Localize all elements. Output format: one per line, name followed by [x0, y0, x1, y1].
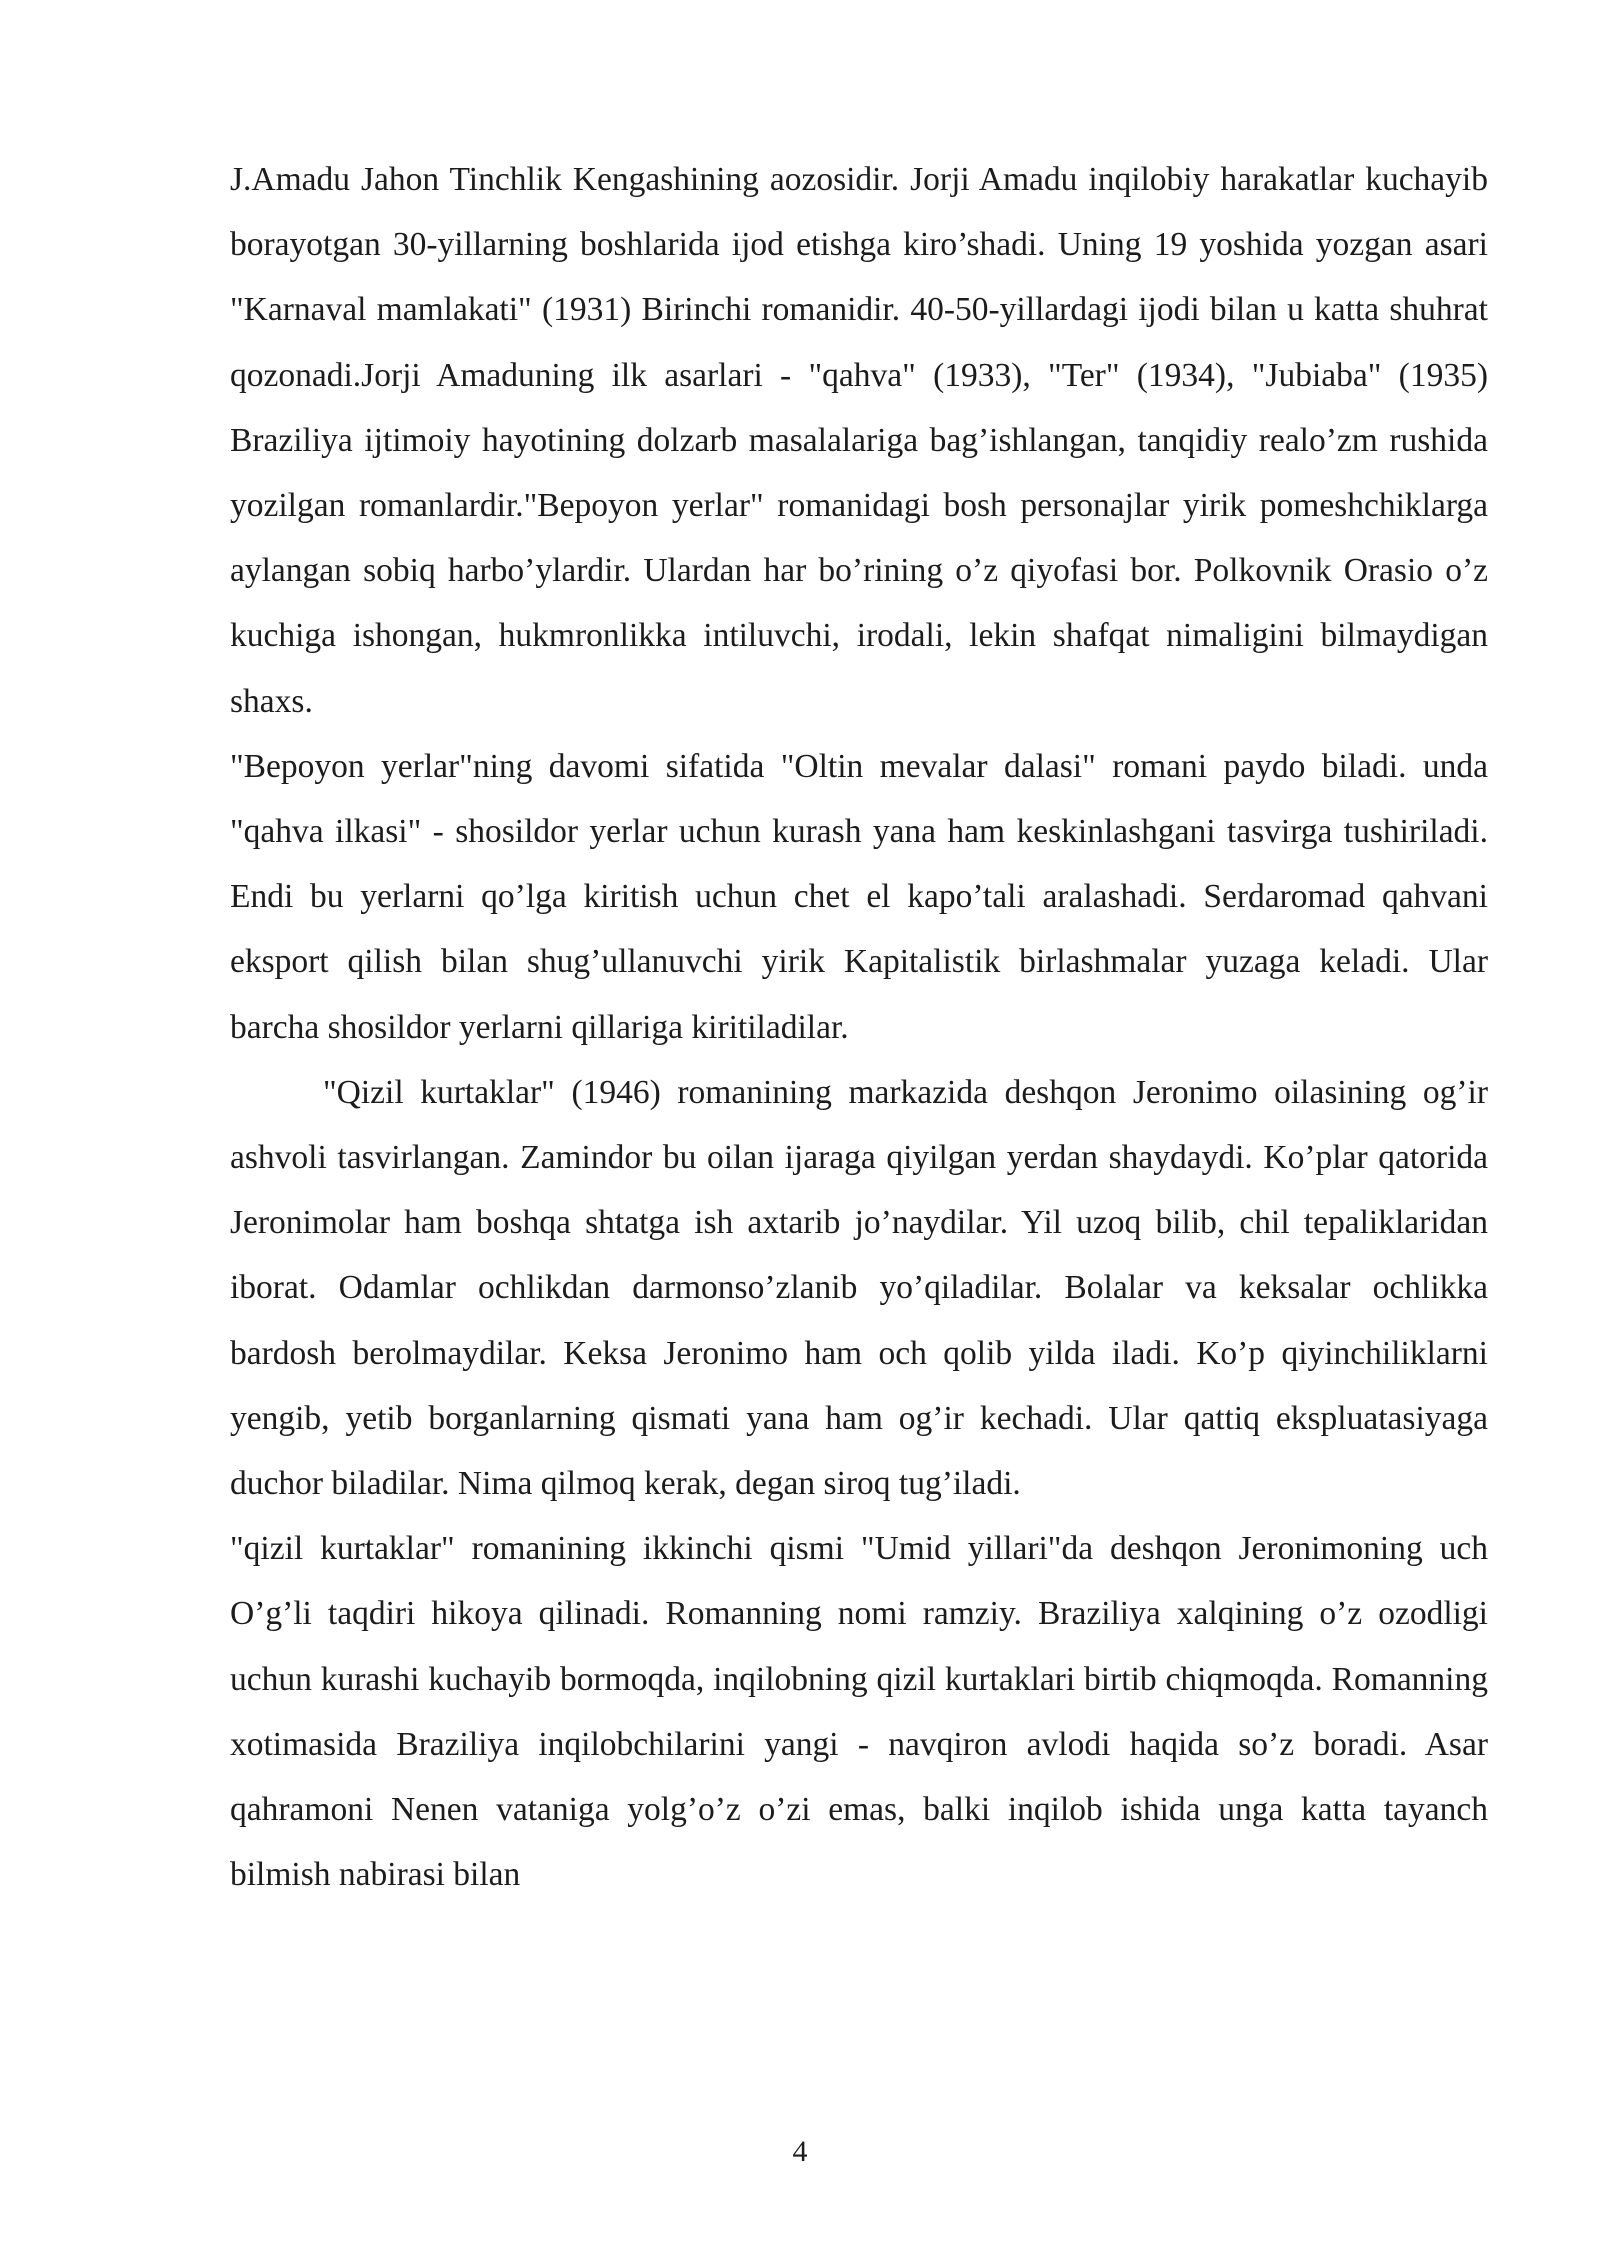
page-number: 4	[792, 2135, 808, 2168]
document-body	[230, 147, 1488, 1907]
paragraph-1: J.Amadu Jahon Tinchlik Kengashining aozosidir. Jorji Amadu inqilobiy harakatlar kuchayib borayotgan 30-yillarning boshlarida ijod etishga kiro’shadi. Uning 19 yoshida yozgan asari "Karnaval mamlakati" (1931) Birinchi romanidir. 40-50-yillardagi ijodi bilan u katta shuhrat qozonadi.Jorji Amaduning ilk asarlari - "qahva" (1933), "Ter" (1934), "Jubiaba" (1935) Braziliya ijtimoiy hayotining dolzarb masalalariga bag’ishlangan, tanqidiy realo’zm rushida yozilgan romanlardir."Bepoyon yerlar" romanidagi bosh personajlar yirik pomeshchiklarga aylangan sobiq harbo’ylardir. Ulardan har bo’rining o’z qiyofasi bor. Polkovnik Orasio o’z kuchiga ishongan, hukmronlikka intiluvchi, irodali, lekin shafqat nimaligini bilmaydigan shaxs.	[230, 161, 1488, 720]
paragraph-2: "Bepoyon yerlar"ning davomi sifatida "Oltin mevalar dalasi" romani paydo biladi. unda "qahva ilkasi" - shosildor yerlar uchun kurash yana ham keskinlashgani tasvirga tushiriladi. Endi bu yerlarni qo’lga kiritish uchun chet el kapo’tali aralashadi. Serdaromad qahvani eksport qilish bilan shug’ullanuvchi yirik Kapitalistik birlashmalar yuzaga keladi. Ular barcha shosildor yerlarni qillariga kiritiladilar.	[230, 747, 1488, 1046]
paragraph-3: "Qizil kurtaklar" (1946) romanining markazida deshqon Jeronimo oilasining og’ir ashvoli tasvirlangan. Zamindor bu oilan ijaraga qiyilgan yerdan shaydaydi. Ko’plar qatorida Jeronimolar ham boshqa shtatga ish axtarib jo’naydilar. Yil uzoq bilib, chil tepaliklaridan iborat. Odamlar ochlikdan darmonso’zlanib yo’qiladilar. Bolalar va keksalar ochlikka bardosh berolmaydilar. Keksa Jeronimo ham och qolib yilda iladi. Ko’p qiyinchiliklarni yengib, yetib borganlarning qismati yana ham og’ir kechadi. Ular qattiq ekspluatasiyaga duchor biladilar. Nima qilmoq kerak, degan siroq tug’iladi.	[230, 1073, 1488, 1503]
paragraph-4: "qizil kurtaklar" romanining ikkinchi qismi "Umid yillari"da deshqon Jeronimoning uch O’g’li taqdiri hikoya qilinadi. Romanning nomi ramziy. Braziliya xalqining o’z ozodligi uchun kurashi kuchayib bormoqda, inqilobning qizil kurtaklari birtib chiqmoqda. Romanning xotimasida Braziliya inqilobchilarini yangi - navqiron avlodi haqida so’z boradi. Asar qahramoni Nenen vataniga yolg’o’z o’zi emas, balki inqilob ishida unga katta tayanch bilmish nabirasi bilan	[230, 1530, 1488, 1894]
